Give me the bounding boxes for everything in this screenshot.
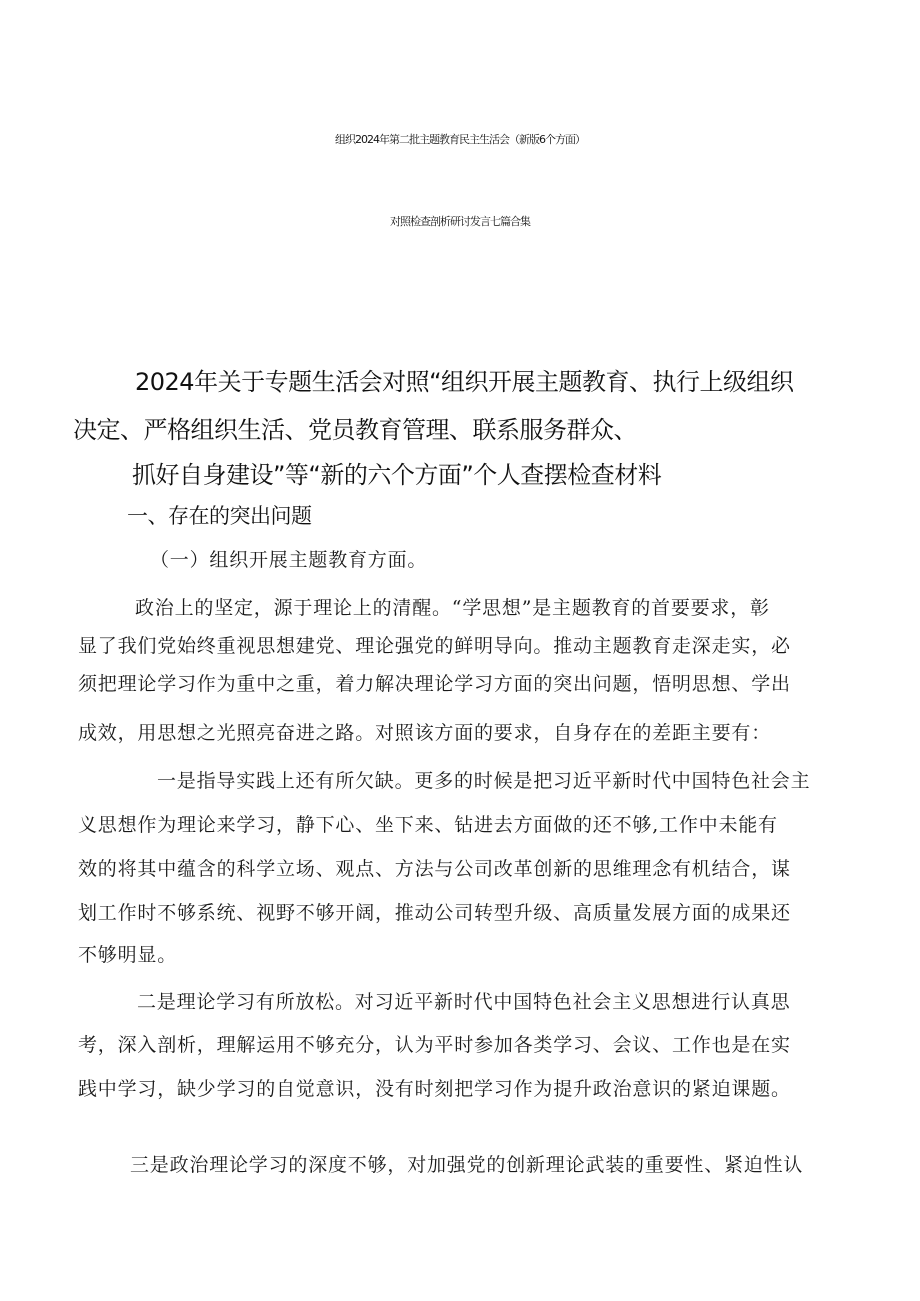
- paragraph-line: 考，深入剖析，理解运用不够充分，认为平时参加各类学习、会议、工作也是在实: [78, 1034, 791, 1056]
- paragraph-line: 二是理论学习有所放松。对习近平新时代中国特色社会主义思想进行认真思: [137, 991, 791, 1013]
- paragraph-line: 划工作时不够系统、视野不够开阔，推动公司转型升级、高质量发展方面的成果还: [78, 902, 791, 924]
- paragraph-line: 三是政治理论学习的深度不够，对加强党的创新理论武装的重要性、紧迫性认: [130, 1154, 804, 1176]
- subtitle-line-3: 抓好自身建设”等“新的六个方面”个人查摆检查材料: [132, 461, 662, 489]
- paragraph-line: 不够明显。: [78, 944, 178, 966]
- subtitle-line-2: 决定、严格组织生活、党员教育管理、联系服务群众、: [73, 416, 637, 444]
- document-title-line-2: 对照检查剖析研讨发言七篇合集: [390, 215, 530, 228]
- document-title-line-1: 组织2024年第二批主题教育民主生活会（新版6个方面）: [335, 133, 585, 146]
- paragraph-line: 显了我们党始终重视思想建党、理论强党的鲜明导向。推动主题教育走深走实，必: [78, 635, 791, 657]
- paragraph-line: 成效，用思想之光照亮奋进之路。对照该方面的要求，自身存在的差距主要有：: [78, 722, 772, 744]
- paragraph-line: 政治上的坚定，源于理论上的清醒。“学思想”是主题教育的首要要求，彰: [135, 597, 770, 619]
- subsection-heading: （一）组织开展主题教育方面。: [150, 549, 428, 571]
- paragraph-line: 效的将其中蕴含的科学立场、观点、方法与公司改革创新的思维理念有机结合，谋: [78, 858, 791, 880]
- paragraph-line: 义思想作为理论来学习，静下心、坐下来、钻进去方面做的还不够,工作中未能有: [78, 814, 778, 836]
- section-heading: 一、存在的突出问题: [127, 504, 312, 528]
- subtitle-line-1: 2024年关于专题生活会对照“组织开展主题教育、执行上级组织: [135, 368, 794, 396]
- paragraph-line: 须把理论学习作为重中之重，着力解决理论学习方面的突出问题，悟明思想、学出: [78, 673, 791, 695]
- paragraph-line: 践中学习，缺少学习的自觉意识，没有时刻把学习作为提升政治意识的紧迫课题。: [78, 1078, 791, 1100]
- paragraph-line: 一是指导实践上还有所欠缺。更多的时候是把习近平新时代中国特色社会主: [157, 770, 811, 792]
